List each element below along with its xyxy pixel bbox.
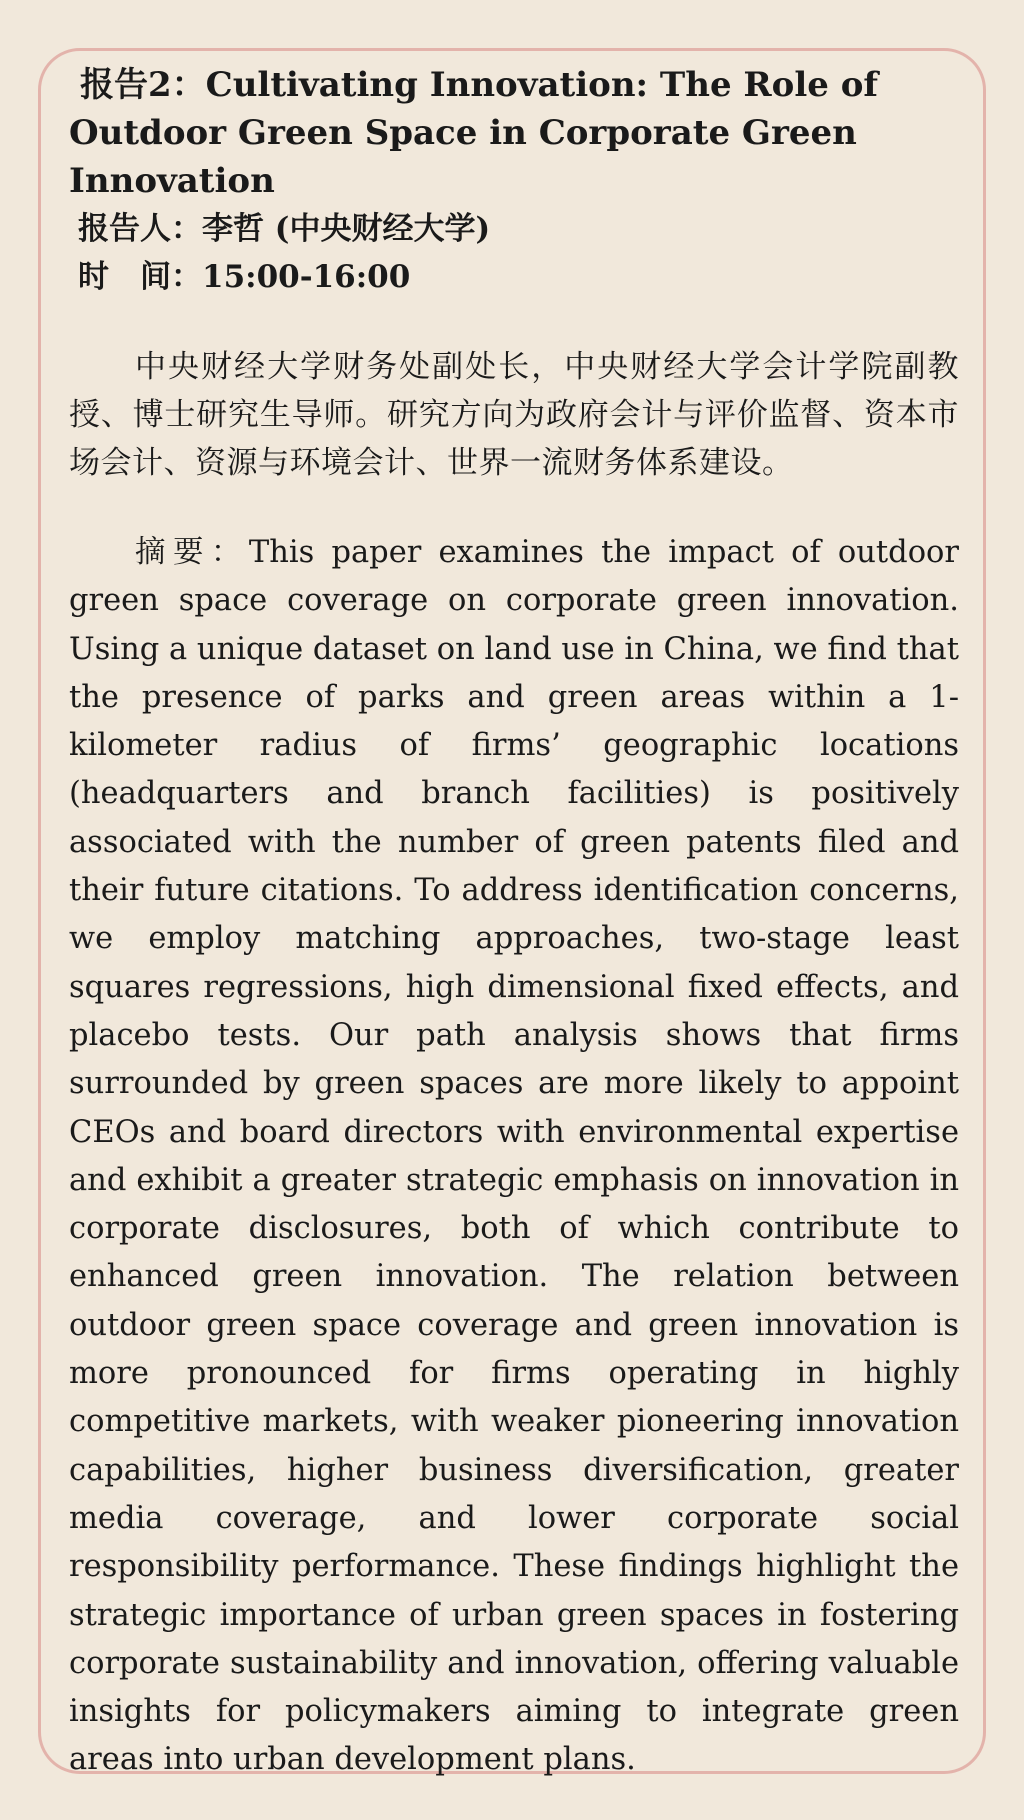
time-value: 15:00-16:00 — [202, 259, 411, 295]
abstract-text: This paper examines the impact of outdoor green space coverage on corporate green innovation. Using a unique dataset on land use in China, we find that the presence of parks and green areas within a 1-kilometer radius of firms’ geographic locations (headquarters and branch facilities) is positively associated with the number of green patents filed and their future citations. To address identification concerns, we employ matching approaches, two-stage least squares regressions, high dimensional fixed effects, and placebo tests. Our path analysis shows that firms surrounded by green spaces are more likely to appoint CEOs and board directors with environmental expertise and exhibit a greater strategic emphasis on innovation in corporate disclosures, both of which contribute to enhanced green innovation. The relation between outdoor green space coverage and green innovation is more pronounced for firms operating in highly competitive markets, with weaker pioneering innovation capabilities, higher business diversification, greater media coverage, and lower corporate social responsibility performance. These findings highlight the strategic importance of urban green spaces in fostering corporate sustainability and innovation, offering valuable insights for policymakers aiming to integrate green areas into urban development plans. — [69, 535, 960, 1778]
report-card — [38, 48, 986, 1778]
report-title: 报告2：Cultivating Innovation: The Role of Outdoor Green Space in Corporate Green Innovation — [69, 65, 879, 201]
speaker-bio: 中央财经大学财务处副处长，中央财经大学会计学院副教授、博士研究生导师。研究方向为政府会计与评价监督、资本市场会计、资源与环境会计、世界一流财务体系建设。 — [69, 349, 959, 481]
abstract-paragraph — [69, 529, 959, 1785]
report-content — [69, 61, 959, 1785]
speaker-label: 报告人： — [78, 211, 202, 247]
time-label: 时 间： — [78, 259, 202, 295]
speaker-name: 李哲 (中央财经大学) — [202, 211, 491, 247]
time-line — [69, 253, 959, 301]
abstract-label: 摘要： — [135, 535, 249, 570]
speaker-line — [69, 205, 959, 253]
